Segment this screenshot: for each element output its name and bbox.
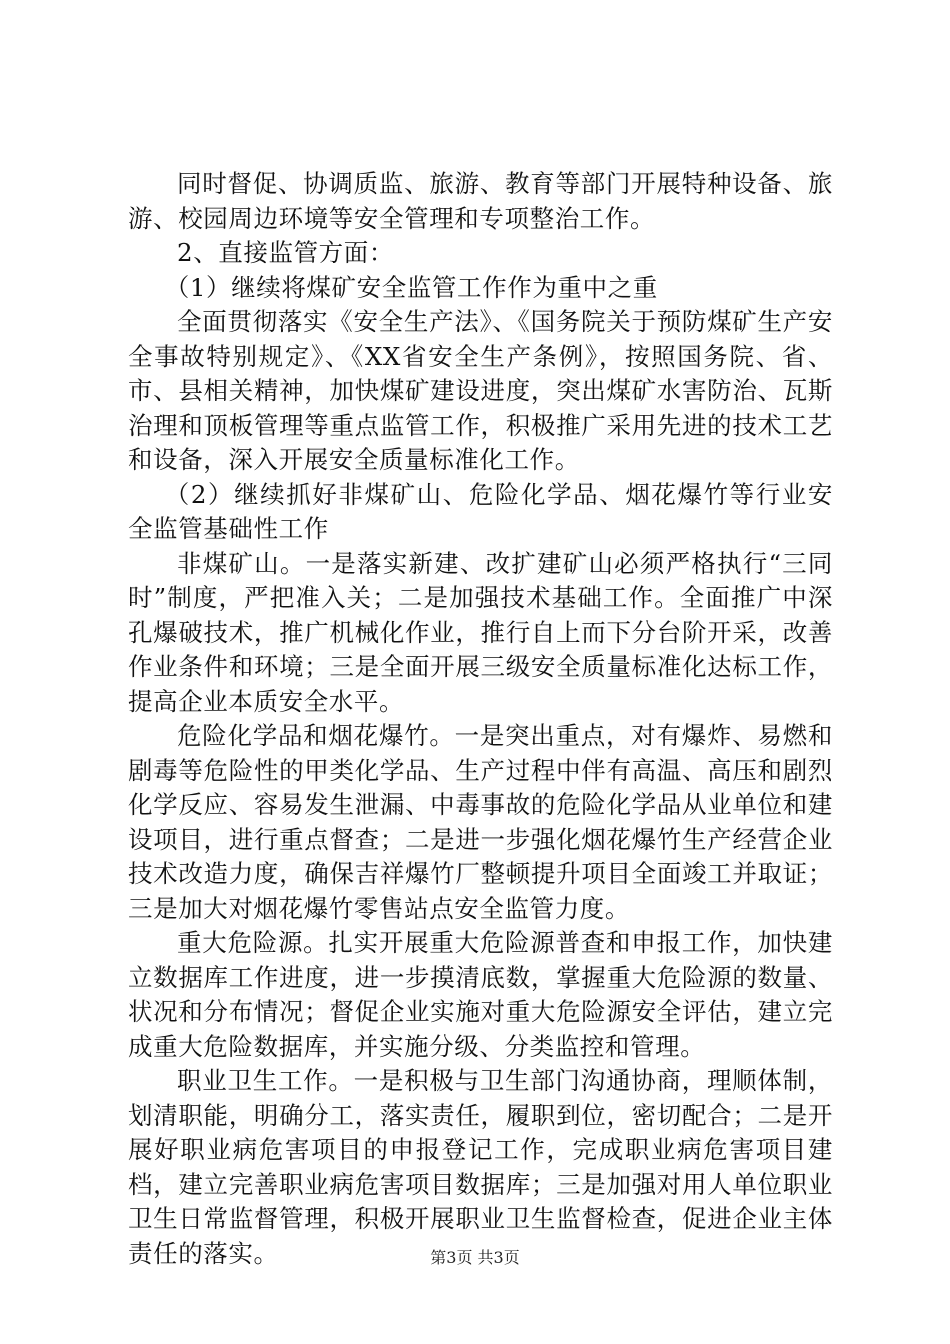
- document-body: [128, 167, 833, 1271]
- paragraph-coal-mine-measures: 全面贯彻落实《安全生产法》、《国务院关于预防煤矿生产安全事故特别规定》、《XX省安全生产条例》，按照国务院、省、市、县相关精神，加快煤矿建设进度，突出煤矿水害防治、瓦斯治理和顶板管理等重点监管工作，积极推广采用先进的技术工艺和设备，深入开展安全质量标准化工作。: [128, 307, 833, 474]
- paragraph-hazardous-chemicals-fireworks: 危险化学品和烟花爆竹。一是突出重点，对有爆炸、易燃和剧毒等危险性的甲类化学品、生产过程中伴有高温、高压和剧烈化学反应、容易发生泄漏、中毒事故的危险化学品从业单位和建设项目，进行重点督查；二是进一步强化烟花爆竹生产经营企业技术改造力度，确保吉祥爆竹厂整顿提升项目全面竣工并取证；三是加大对烟花爆竹零售站点安全监管力度。: [128, 721, 833, 923]
- section-heading-direct-supervision: 2、直接监管方面：: [177, 238, 394, 267]
- subheading-coal-mine-safety: （1）继续将煤矿安全监管工作作为重中之重: [164, 272, 658, 302]
- paragraph-occupational-health: 职业卫生工作。一是积极与卫生部门沟通协商，理顺体制，划清职能，明确分工，落实责任，履职到位，密切配合；二是开展好职业病危害项目的申报登记工作，完成职业病危害项目建档，建立完善职业病危害项目数据库；三是加强对用人单位职业卫生日常监督管理，积极开展职业卫生监督检查，促进企业主体责任的落实。: [128, 1066, 833, 1268]
- page-footer: 第3页 共3页: [430, 1248, 520, 1267]
- paragraph-supervision-coordination: 同时督促、协调质监、旅游、教育等部门开展特种设备、旅游、校园周边环境等安全管理和专项整治工作。: [128, 169, 833, 233]
- paragraph-non-coal-mines: 非煤矿山。一是落实新建、改扩建矿山必须严格执行“三同时”制度，严把准入关；二是加强技术基础工作。全面推广中深孔爆破技术，推广机械化作业，推行自上而下分台阶开采，改善作业条件和环境；三是全面开展三级安全质量标准化达标工作，提高企业本质安全水平。: [128, 548, 833, 716]
- subheading-non-coal-hazardous: （2）继续抓好非煤矿山、危险化学品、烟花爆竹等行业安全监管基础性工作: [128, 479, 833, 543]
- paragraph-major-hazard-sources: 重大危险源。扎实开展重大危险源普查和申报工作，加快建立数据库工作进度，进一步摸清底数，掌握重大危险源的数量、状况和分布情况；督促企业实施对重大危险源安全评估，建立完成重大危险数据库，并实施分级、分类监控和管理。: [128, 928, 833, 1061]
